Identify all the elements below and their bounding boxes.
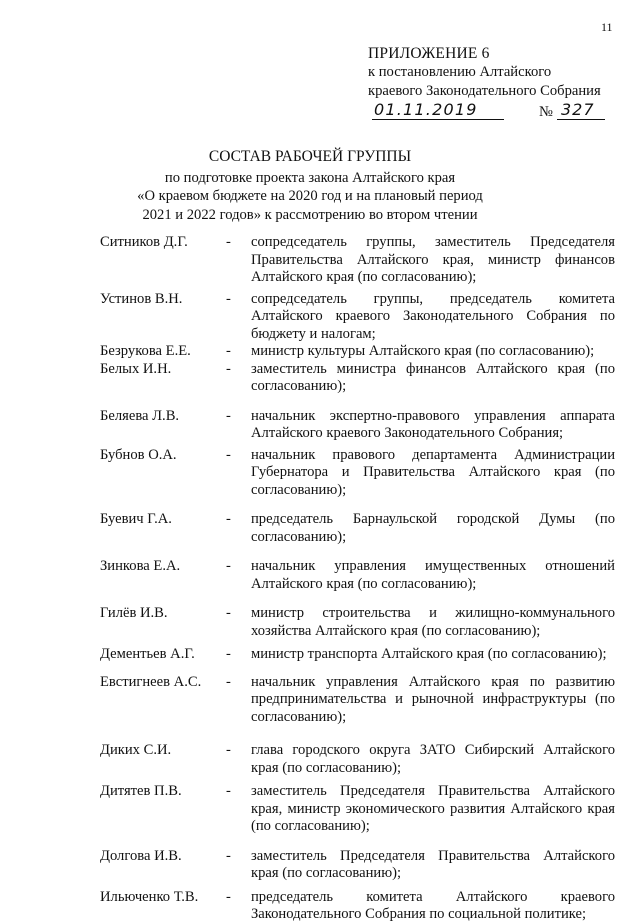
title-line-3: 2021 и 2022 годов» к рассмотрению во втором чтении [142,206,478,223]
member-role: заместитель Председателя Правительства Алтайского края (по согласованию); [251,847,615,881]
member-role: начальник правового департамента Администрации Губернатора и Правительства Алтайского края (по согласованию); [251,446,615,498]
document-title: СОСТАВ РАБОЧЕЙ ГРУППЫ [208,148,412,165]
member-name: Евстигнеев А.С. [100,673,202,690]
appendix-line-1: к постановлению Алтайского [368,64,552,80]
member-name: Безрукова Е.Е. [100,343,191,359]
member-role: министр культуры Алтайского края (по согласованию); [251,343,595,359]
table-row [100,742,615,777]
table-row [100,783,615,836]
member-separator: - [226,511,231,527]
member-separator: - [226,360,231,377]
member-role: сопредседатель группы, заместитель Председателя Правительства Алтайского края, министр финансов Алтайского края (по согласованию); [251,234,615,285]
title-block [90,148,530,224]
member-separator: - [226,605,231,621]
title-line-2: «О краевом бюджете на 2020 год и на плановый период [137,188,483,204]
member-separator: - [226,646,231,662]
appendix-block [368,44,630,125]
member-separator: - [226,407,231,424]
appendix-line-2: краевого Законодательного Собрания [368,83,601,99]
member-separator: - [226,742,231,758]
member-role: начальник управления имущественных отношений Алтайского края (по согласованию); [251,558,615,592]
resolution-number: 327 [561,100,595,119]
table-row [100,605,615,640]
table-row [100,558,615,593]
member-role: председатель комитета Алтайского краевого Законодательного Собрания по социальной политике; [251,888,615,922]
table-row [100,361,615,396]
member-name: Диких С.И. [100,742,172,758]
member-name: Устинов В.Н. [100,290,183,307]
member-role: глава городского округа ЗАТО Сибирский Алтайского края (по согласованию); [251,742,615,776]
member-separator: - [226,783,231,799]
date-underline [372,119,504,120]
table-row [100,408,615,443]
member-role: заместитель Председателя Правительства Алтайского края, министр экономического развития Алтайского края (по согласованию); [251,783,615,834]
table-row [100,291,615,344]
member-name: Беляева Л.В. [100,407,180,424]
number-underline [557,119,605,120]
resolution-date: 01.11.2019 [374,100,478,119]
member-name: Ситников Д.Г. [100,234,188,250]
member-name: Дитятев П.В. [100,783,182,799]
member-separator: - [226,558,231,574]
member-name: Белых И.Н. [100,360,172,377]
table-row [100,447,615,500]
appendix-heading: ПРИЛОЖЕНИЕ 6 [368,45,490,62]
member-role: сопредседатель группы, председатель комитета Алтайского краевого Законодательного Собрания по бюджету и налогам; [251,290,615,342]
member-name: Зинкова Е.А. [100,558,181,574]
page-number: 11 [601,20,613,34]
member-name: Дементьев А.Г. [100,646,195,662]
member-separator: - [226,290,231,307]
table-row [100,234,615,287]
member-role: начальник экспертно-правового управления аппарата Алтайского краевого Законодательного Собрания; [251,407,615,441]
member-separator: - [226,847,231,864]
table-row [100,889,615,924]
member-role: заместитель министра финансов Алтайского края (по согласованию); [251,360,615,394]
table-row [100,848,615,883]
title-line-1: по подготовке проекта закона Алтайского края [164,169,456,186]
table-row [100,343,615,361]
member-separator: - [226,446,231,463]
member-role: председатель Барнаульской городской Думы (по согласованию); [251,511,615,545]
member-separator: - [226,673,231,690]
table-row [100,674,615,727]
date-number-row [368,100,630,125]
table-row [100,646,615,664]
member-role: министр транспорта Алтайского края (по согласованию); [251,646,607,662]
member-role: министр строительства и жилищно-коммунального хозяйства Алтайского края (по согласованию); [251,605,615,639]
member-separator: - [226,888,231,905]
member-role: начальник управления Алтайского края по развитию предпринимательства и рыночной инфраструктуры (по согласованию); [251,673,615,725]
member-name: Ильюченко Т.В. [100,888,199,905]
member-name: Бубнов О.А. [100,446,177,463]
member-separator: - [226,343,231,359]
member-list [100,234,615,924]
member-name: Гилёв И.В. [100,605,168,621]
table-row [100,511,615,546]
member-name: Буевич Г.А. [100,511,172,527]
member-name: Долгова И.В. [100,847,182,864]
number-label: № [539,104,553,120]
member-separator: - [226,234,231,250]
